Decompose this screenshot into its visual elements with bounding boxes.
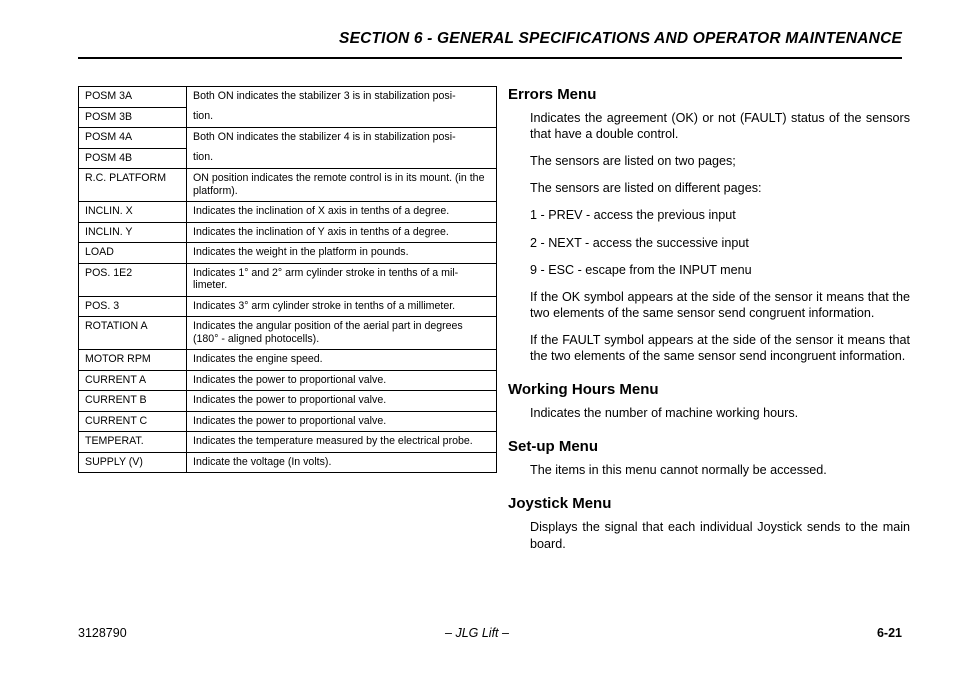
spec-key-cell: POSM 4A: [79, 128, 187, 149]
spec-value-cell: Indicates the angular position of the aerial part in degrees (180° - aligned photocells).: [187, 317, 497, 350]
section-paragraph: Indicates the number of machine working hours.: [530, 406, 799, 421]
table-row: [79, 169, 497, 202]
section-paragraph: If the OK symbol appears at the side of the sensor it means that the two elements of the same sensor send congruent information.: [530, 289, 910, 320]
spec-value-cell: Indicates 1° and 2° arm cylinder stroke in tenths of a mil-limeter.: [187, 263, 497, 296]
spec-key-cell: ROTATION A: [79, 317, 187, 350]
spec-key-cell: CURRENT B: [79, 391, 187, 412]
table-row: [79, 107, 497, 128]
spec-value-cell: Indicates the inclination of X axis in tenths of a degree.: [187, 202, 497, 223]
section-paragraph: 1 - PREV - access the previous input: [530, 208, 736, 223]
footer-page-number: 6-21: [876, 626, 902, 640]
table-row: [79, 222, 497, 243]
section-paragraph: Displays the signal that each individual Joystick sends to the main board.: [530, 520, 910, 551]
spec-key-cell: LOAD: [79, 243, 187, 264]
table-row: [79, 148, 497, 169]
spec-value-cell: Indicates 3° arm cylinder stroke in tenths of a millimeter.: [187, 296, 497, 317]
footer-document-number: 3128790: [78, 626, 127, 640]
spec-value-cell: Indicate the voltage (In volts).: [187, 452, 497, 473]
spec-key-cell: TEMPERAT.: [79, 432, 187, 453]
table-row: [79, 370, 497, 391]
header-divider: [78, 57, 902, 59]
spec-key-cell: INCLIN. X: [79, 202, 187, 223]
spec-value-cell: tion.: [187, 148, 497, 169]
spec-key-cell: POSM 3B: [79, 107, 187, 128]
spec-key-cell: CURRENT C: [79, 411, 187, 432]
table-row: [79, 87, 497, 108]
spec-value-cell: Both ON indicates the stabilizer 3 is in stabilization posi-: [187, 87, 497, 108]
spec-key-cell: INCLIN. Y: [79, 222, 187, 243]
table-row: [79, 128, 497, 149]
spec-value-cell: Indicates the weight in the platform in pounds.: [187, 243, 497, 264]
table-row: [79, 243, 497, 264]
section-paragraph: Indicates the agreement (OK) or not (FAULT) status of the sensors that have a double control.: [530, 111, 910, 142]
right-column: [508, 86, 910, 552]
spec-key-cell: SUPPLY (V): [79, 452, 187, 473]
spec-value-cell: Indicates the inclination of Y axis in tenths of a degree.: [187, 222, 497, 243]
footer-center-text: – JLG Lift –: [445, 626, 509, 640]
section-paragraph: The sensors are listed on two pages;: [530, 154, 736, 169]
spec-value-cell: Indicates the temperature measured by the electrical probe.: [187, 432, 497, 453]
spec-value-cell: Indicates the power to proportional valve.: [187, 411, 497, 432]
section-heading: Errors Menu: [508, 86, 597, 103]
table-row: [79, 350, 497, 371]
spec-key-cell: MOTOR RPM: [79, 350, 187, 371]
spec-value-cell: Indicates the power to proportional valve.: [187, 370, 497, 391]
spec-value-cell: Indicates the power to proportional valve.: [187, 391, 497, 412]
page-header-title: SECTION 6 - GENERAL SPECIFICATIONS AND OPERATOR MAINTENANCE: [339, 30, 902, 47]
table-row: [79, 296, 497, 317]
section-heading: Joystick Menu: [508, 495, 612, 513]
section-paragraph: If the FAULT symbol appears at the side of the sensor it means that the two elements of the same sensor send incongruent information.: [530, 332, 910, 364]
section-paragraph: 2 - NEXT - access the successive input: [530, 235, 749, 250]
section-heading: Set-up Menu: [508, 438, 598, 456]
spec-key-cell: CURRENT A: [79, 370, 187, 391]
spec-key-cell: POSM 3A: [79, 87, 187, 108]
section-paragraph: The items in this menu cannot normally be accessed.: [530, 463, 827, 478]
table-row: [79, 317, 497, 350]
table-row: [79, 452, 497, 473]
table-row: [79, 391, 497, 412]
spec-key-cell: POS. 3: [79, 296, 187, 317]
spec-value-cell: ON position indicates the remote control is in its mount. (in the platform).: [187, 169, 497, 202]
spec-key-cell: POS. 1E2: [79, 263, 187, 296]
spec-value-cell: Both ON indicates the stabilizer 4 is in stabilization posi-: [187, 128, 497, 149]
spec-value-cell: tion.: [187, 107, 497, 128]
table-row: [79, 202, 497, 223]
left-column: [78, 86, 485, 473]
specifications-table: [78, 86, 497, 473]
table-row: [79, 411, 497, 432]
section-paragraph: The sensors are listed on different pages:: [530, 181, 762, 196]
section-paragraph: 9 - ESC - escape from the INPUT menu: [530, 262, 752, 277]
spec-key-cell: POSM 4B: [79, 148, 187, 169]
spec-key-cell: R.C. PLATFORM: [79, 169, 187, 202]
table-row: [79, 263, 497, 296]
table-row: [79, 432, 497, 453]
spec-value-cell: Indicates the engine speed.: [187, 350, 497, 371]
section-heading: Working Hours Menu: [508, 381, 659, 399]
